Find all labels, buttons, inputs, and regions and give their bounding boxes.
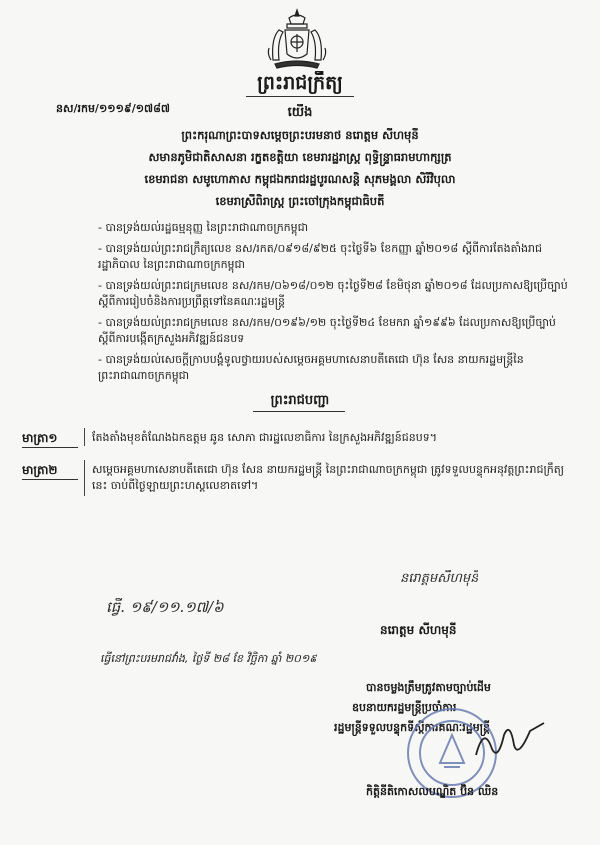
article-1-label: មាត្រា១ [22, 431, 58, 445]
consideration-3: - បានទ្រង់យល់ព្រះរាជក្រមលេខ នស/រកម/០៦១៨/០១២ ចុះថ្ងៃទី២៨ ខែមិថុនា ឆ្នាំ២០១៨ ដែលប្រកាសឱ្យប្រើច្បាប់ស្តីពីការរៀបចំនិងការប្រព្រឹត្តទៅនៃគណៈរដ្ឋមន្ត្រី [98, 279, 568, 308]
royal-coat-of-arms-icon [265, 8, 329, 70]
title-underline [246, 96, 354, 97]
decree-underline [253, 411, 345, 412]
subtitle: យើង [287, 105, 313, 120]
header-line-2: សមានភូមិជាតិសាសនា រក្ខតខត្តិយា ខេមរារដ្ឋរាស្ត្រ ពុទ្ធិន្ទ្រាធរាមហាក្សត្រ [148, 150, 452, 164]
place-date: ធ្វើនៅព្រះបរមរាជវាំង, ថ្ងៃទី ២៨ ខែ វិច្ឆិកា ឆ្នាំ ២០១៩ [100, 652, 318, 665]
consideration-1: - បានទ្រង់យល់រដ្ឋធម្មនុញ្ញ នៃព្រះរាជាណាចក្រកម្ពុជា [98, 221, 309, 234]
header-line-4: ខេមរាស្រីពិរាស្ត្រ ព្រះចៅក្រុងកម្ពុជាធិបតី [215, 194, 385, 208]
handwritten-note: ធ្វើ. ១៩/១១.១៧/៦ [106, 598, 224, 616]
consideration-2: - បានទ្រង់យល់ព្រះរាជក្រឹត្យលេខ នស/រកត/០៩១៨/៩២៥ ចុះថ្ងៃទី៦ ខែកញ្ញា ឆ្នាំ២០១៨ ស្តីពីការតែងតាំងរាជរដ្ឋាភិបាល នៃព្រះរាជាណាចក្រកម្ពុជា [98, 242, 543, 271]
consideration-4: - បានទ្រង់យល់ព្រះរាជក្រមលេខ នស/រកម/០១៩៦/១២ ចុះថ្ងៃទី២៤ ខែមករា ឆ្នាំ១៩៩៦ ដែលប្រកាសឱ្យប្រើច្បាប់ស្តីពីការបង្កើតក្រសួងអភិវឌ្ឍន៍ជនបទ [98, 316, 556, 345]
document-title: ព្រះរាជក្រឹត្យ [257, 72, 343, 94]
consideration-5: - បានទ្រង់យល់សេចក្តីក្រាបបង្គំទូលថ្វាយរបស់សម្តេចអគ្គមហាសេនាបតីតេជោ ហ៊ុន សែន នាយករដ្ឋមន្ត្រីនៃព្រះរាជាណាចក្រកម្ពុជា [98, 353, 524, 382]
article-1-text: តែងតាំងមុខតំណែងឯកឧត្តម ឆូន សោភា ជារដ្ឋលេខាធិការ នៃក្រសួងអភិវឌ្ឍន៍ជនបទ។ [92, 431, 437, 444]
header-line-3: ខេមរាជនា សមូហោភាស កម្ពុជឯករាជរដ្ឋបូរណសន្តិ សុភមង្គលា សិរីវិបុលា [144, 172, 456, 186]
article-2-label: មាត្រា២ [22, 463, 58, 477]
article-2-text: សម្តេចអគ្គមហាសេនាបតីតេជោ ហ៊ុន សែន នាយករដ្ឋមន្ត្រី នៃព្រះរាជាណាចក្រកម្ពុជា ត្រូវទទួលបន្ទុកអនុវត្តព្រះរាជក្រឹត្យនេះ ចាប់ពីថ្ងៃឡាយព្រះហស្តលេខាតទៅ។ [92, 463, 564, 492]
countersign-line-2: ឧបនាយករដ្ឋមន្ត្រីប្រចាំការ [352, 701, 457, 714]
reference-number: នស/រកម/១១១៩/១៧៨៧ [56, 102, 170, 115]
countersign-line-3: រដ្ឋមន្ត្រីទទួលបន្ទុកទីស្តីការគណៈរដ្ឋមន្ត្រី [334, 721, 491, 734]
royal-initials: នរោត្តមសីហមុនី [400, 571, 479, 586]
article-1-underline [22, 447, 78, 448]
article-2-divider [84, 460, 85, 496]
article-1-divider [84, 428, 85, 446]
header-line-1: ព្រះករុណាព្រះបាទសម្តេចព្រះបរមនាថ នរោត្តម សីហមុនី [181, 128, 419, 142]
decree-heading: ព្រះរាជបញ្ជា [270, 393, 330, 408]
countersign-line-1: បានចម្លងត្រឹមត្រូវតាមច្បាប់ដើម [366, 681, 491, 694]
article-2-underline [22, 479, 78, 480]
king-name: នរោត្តម សីហមុនី [380, 623, 457, 637]
handwritten-signature [470, 715, 550, 765]
signer-name: កិត្តិនីតិកោសលបណ្ឌិត ប៊ិន ឈិន [366, 785, 499, 798]
